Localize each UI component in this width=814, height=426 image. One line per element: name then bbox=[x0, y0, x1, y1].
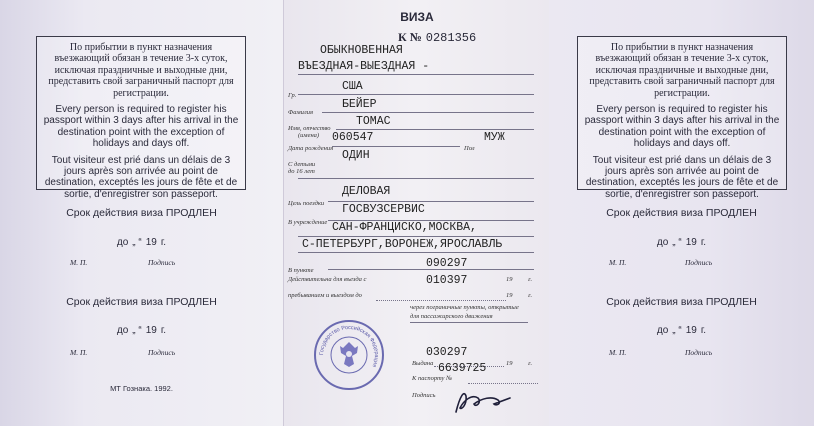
date-year: 19 bbox=[685, 237, 697, 248]
extension-title: Срок действия виза ПРОДЛЕН bbox=[606, 207, 757, 219]
stay-year-suffix: г. bbox=[528, 292, 533, 299]
issued-value: 030297 bbox=[426, 346, 468, 359]
surname-label: Фамилия bbox=[288, 109, 313, 116]
divider bbox=[336, 129, 534, 130]
registration-notice bbox=[36, 36, 246, 200]
border-label-2: для пассажирского движения bbox=[410, 313, 493, 320]
divider bbox=[376, 300, 506, 301]
stamp-place-label: М. П. bbox=[609, 348, 627, 357]
date-prefix: до bbox=[656, 325, 669, 336]
date-year-suffix: г. bbox=[160, 325, 167, 336]
visa-page bbox=[283, 0, 551, 426]
divider bbox=[468, 383, 538, 384]
left-page bbox=[0, 0, 283, 426]
notice-fr: Tout visiteur est prié dans un délais de 3 jours après son arrivée au point de destination, exceptés les jours de fête et de sortie, d'enregistrer son passeport. bbox=[44, 154, 238, 200]
extension-date-1 bbox=[0, 232, 283, 250]
name-label-2: (имена) bbox=[298, 132, 320, 139]
divider bbox=[298, 236, 534, 237]
visa-type-2: ВЪЕЗДНАЯ-ВЫЕЗДНАЯ - bbox=[298, 60, 430, 73]
extension-date-2 bbox=[549, 320, 814, 338]
surname-value: БЕЙЕР bbox=[342, 98, 377, 111]
divider bbox=[328, 269, 534, 270]
signature-label: Подпись bbox=[148, 258, 176, 267]
sex-label: Пол bbox=[464, 145, 475, 152]
institution-value: ГОСВУЗСЕРВИС bbox=[342, 203, 425, 216]
date-year-suffix: г. bbox=[160, 237, 167, 248]
citizenship-label: Гр. bbox=[288, 92, 297, 99]
passport-value: 6639725 bbox=[438, 362, 487, 375]
purpose-value: ДЕЛОВАЯ bbox=[342, 185, 391, 198]
valid-year: 19 bbox=[506, 276, 513, 283]
date-year: 19 bbox=[145, 325, 157, 336]
purpose-label: Цель поездки bbox=[288, 200, 325, 207]
sign-label: Подпись bbox=[412, 392, 436, 399]
extension-title: Срок действия виза ПРОДЛЕН bbox=[66, 207, 217, 219]
extension-block-1 bbox=[549, 207, 814, 219]
valid-label: Действительна для въезда с bbox=[288, 276, 367, 283]
name-value: ТОМАС bbox=[356, 115, 391, 128]
notice-fr: Tout visiteur est prié dans un délais de 3 jours après son arrivée au point de destination, exceptés les jours de fête et de sortie, d'enregistrer son passeport. bbox=[585, 154, 779, 200]
children-label: С детьми bbox=[288, 161, 316, 168]
issued-year: 19 bbox=[506, 360, 513, 367]
extension-date-1 bbox=[549, 232, 814, 250]
date-year: 19 bbox=[145, 237, 157, 248]
stamp-place-label: М. П. bbox=[609, 258, 627, 267]
visa-serial bbox=[398, 30, 476, 45]
printer-imprint: МТ Гознака. 1992. bbox=[110, 384, 173, 393]
dob-value: 060547 bbox=[332, 131, 374, 144]
divider bbox=[410, 322, 528, 323]
seal-text: Государство Российская Федерация bbox=[318, 324, 380, 368]
official-seal bbox=[314, 320, 384, 390]
date-prefix: до bbox=[116, 237, 129, 248]
notice-en: Every person is required to register his passport within 3 days after his arrival in the destination point with the exception of holidays and days off. bbox=[584, 104, 780, 150]
in-point-label: В пункте bbox=[288, 267, 314, 274]
extension-block-2 bbox=[0, 296, 283, 308]
registration-notice bbox=[577, 36, 787, 200]
valid-year-suffix: г. bbox=[528, 276, 533, 283]
children-label-2: до 16 лет bbox=[288, 168, 315, 175]
extension-date-2 bbox=[0, 320, 283, 338]
issued-label: Выдана bbox=[412, 360, 434, 367]
extension-title: Срок действия виза ПРОДЛЕН bbox=[66, 296, 217, 308]
sex-value: МУЖ bbox=[484, 131, 505, 144]
date-prefix: до bbox=[116, 325, 129, 336]
passport-label: К паспорту № bbox=[412, 375, 453, 382]
stamp-place-label: М. П. bbox=[70, 258, 88, 267]
visa-title: ВИЗА bbox=[400, 10, 434, 24]
signature-label: Подпись bbox=[148, 348, 176, 357]
name-label: Имя, отчество bbox=[288, 125, 331, 132]
date-year-suffix: г. bbox=[700, 325, 707, 336]
divider bbox=[328, 201, 534, 202]
handwritten-signature bbox=[452, 386, 514, 418]
right-page bbox=[549, 0, 814, 426]
issued-year-suffix: г. bbox=[528, 360, 533, 367]
children-value: ОДИН bbox=[342, 149, 370, 162]
signature-label: Подпись bbox=[685, 258, 713, 267]
date-quote: „ “ bbox=[672, 237, 682, 248]
visa-type-1: ОБЫКНОВЕННАЯ bbox=[320, 44, 403, 57]
divider bbox=[332, 146, 460, 147]
date-year: 19 bbox=[685, 325, 697, 336]
points-value-1: САН-ФРАНЦИСКО,МОСКВА, bbox=[332, 221, 477, 234]
institution-label: В учреждение bbox=[288, 219, 328, 226]
notice-en: Every person is required to register his passport within 3 days after his arrival in the destination point with the exception of holidays and days off. bbox=[43, 104, 239, 150]
valid-from-value: 010397 bbox=[426, 274, 468, 287]
visa-number: 0281356 bbox=[425, 31, 477, 45]
date-quote: „ “ bbox=[132, 237, 142, 248]
date-prefix: до bbox=[656, 237, 669, 248]
divider bbox=[298, 178, 534, 179]
citizenship-value: США bbox=[342, 80, 363, 93]
signature-label: Подпись bbox=[685, 348, 713, 357]
stay-year: 19 bbox=[506, 292, 513, 299]
date-quote: „ “ bbox=[132, 325, 142, 336]
divider bbox=[322, 112, 534, 113]
divider bbox=[298, 74, 534, 75]
stay-label: пребыванием и выездом до bbox=[288, 292, 362, 299]
extension-block-1 bbox=[0, 207, 283, 219]
date-quote: „ “ bbox=[672, 325, 682, 336]
notice-ru: По прибытии в пункт назначения въезжающий обязан в течение 3-х суток, исключая праздничные и выходные дни, представить свой заграничный паспорт для регистрации. bbox=[48, 42, 234, 99]
in-point-value: 090297 bbox=[426, 257, 468, 270]
points-value-2: С-ПЕТЕРБУРГ,ВОРОНЕЖ,ЯРОСЛАВЛЬ bbox=[302, 238, 503, 251]
divider bbox=[298, 94, 534, 95]
extension-block-2 bbox=[549, 296, 814, 308]
stamp-place-label: М. П. bbox=[70, 348, 88, 357]
date-year-suffix: г. bbox=[700, 237, 707, 248]
divider bbox=[298, 252, 534, 253]
notice-ru: По прибытии в пункт назначения въезжающий обязан в течение 3-х суток, исключая праздничные и выходные дни, представить свой заграничный паспорт для регистрации. bbox=[589, 42, 775, 99]
visa-series: К № bbox=[398, 30, 422, 44]
extension-title: Срок действия виза ПРОДЛЕН bbox=[606, 296, 757, 308]
border-label-1: через пограничные пункты, открытые bbox=[410, 304, 519, 311]
dob-label: Дата рождения bbox=[288, 145, 334, 152]
